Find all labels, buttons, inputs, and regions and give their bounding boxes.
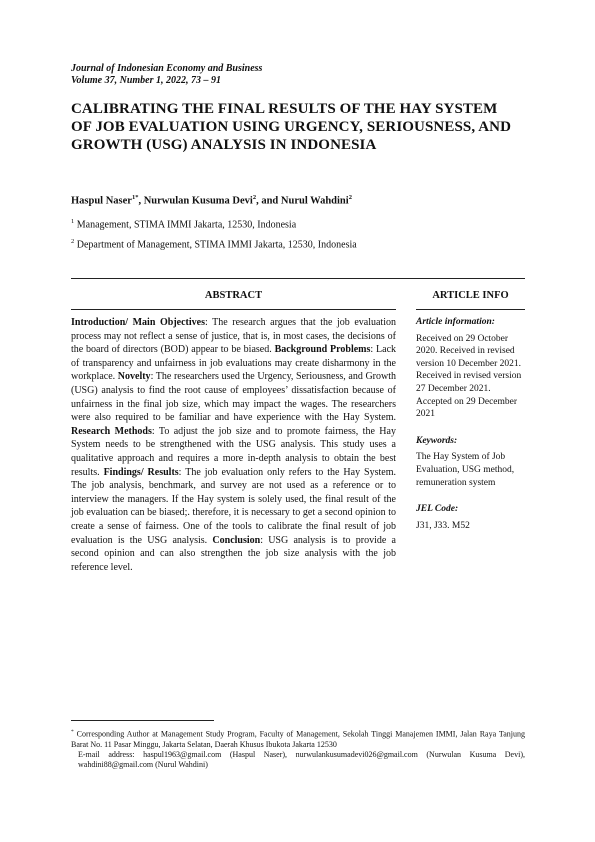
abstract-heading: ABSTRACT (204, 290, 263, 301)
abstract-text-methods: : To adjust the job size and to promote fairness, the Hay System needs to be strengthened with the USG analysis. This study uses a qualitative approach and requires a more in-depth analysis to obtain the best results. (71, 425, 396, 478)
abstract-label-novelty: Novelty (117, 371, 151, 383)
article-info-heading-divider (416, 309, 525, 310)
affiliation (71, 233, 357, 253)
abstract-label-methods: Research Methods (71, 425, 152, 437)
affiliation-text: Management, STIMA IMMI Jakarta, 12530, Indonesia (74, 219, 297, 231)
author-affil-mark: 2 (348, 194, 352, 201)
journal-name: Journal of Indonesian Economy and Business (71, 63, 263, 74)
affiliation-mark: 2 (71, 238, 75, 246)
affiliation-text: Department of Management, STIMA IMMI Jakarta, 12530, Indonesia (74, 239, 357, 251)
abstract-text-intro: : The research argues that the job evaluation process may not reflect a sense of justice, that is, in most cases, the decisions of the board of directors (BOD) appear to be biased. (71, 317, 396, 356)
footnote-address (71, 727, 525, 750)
journal-header (71, 63, 262, 86)
abstract-label-intro: Introduction/ Main Objectives (71, 317, 205, 328)
author-name: Nurwulan Kusuma Devi (143, 195, 253, 207)
footnote-emails: E-mail address: haspul1963@gmail.com (Haspul Naser), nurwulankusumadevi026@gmail.com (Nurwulan Kusuma Devi), wahdini88@gmail.com (Nurul Wahdini) (78, 750, 525, 770)
footnote-mark: * (71, 729, 74, 735)
abstract-text-findings: : The job evaluation only refers to the Hay System. The job analysis, benchmark, and survey are not used as a reference or to interview the managers. If the Hay system is solely used, the final result of the job evaluation can be biased;. therefore, it is necessary to get a second opinion to create a sense of fairness. One of the tools to calibrate the final result of job evaluation is the USG analysis. (71, 466, 397, 546)
author-list (71, 194, 352, 207)
author-separator: , and (256, 195, 281, 207)
corresponding-author-footnote (71, 727, 525, 770)
abstract-text-background: : Lack of transparency and unfairness in job evaluations may create disharmony in the workplace. (71, 344, 397, 383)
article-information-text: Received on 29 October 2020. Received in revised version 10 December 2021. Received in revised version 27 December 2021. Accepted on 29 December 2021 (416, 333, 522, 420)
author-separator: , (138, 195, 144, 207)
author-affil-mark: 1* (131, 194, 139, 201)
abstract-label-background: Background Problems (274, 344, 371, 356)
top-divider (71, 278, 525, 279)
abstract-label-conclusion: Conclusion (212, 534, 261, 546)
affiliation-list (71, 213, 357, 254)
jel-code-text: J31, J33. M52 (416, 520, 470, 531)
paper-title: CALIBRATING THE FINAL RESULTS OF THE HAY SYSTEM OF JOB EVALUATION USING URGENCY, SERIOUSNESS, AND GROWTH (USG) ANALYSIS IN INDONESIA (71, 101, 512, 153)
author-affil-mark: 2 (252, 194, 257, 201)
abstract-text-novelty: : The researchers used the Urgency, Seriousness, and Growth (USG) analysis to find the root cause of employees’ dissatisfaction because of unfairness in the final job size, which may impact the wages. The researchers were also required to be familiar and have experience with the Hay System. (71, 371, 397, 424)
abstract-label-findings: Findings/ Results (103, 466, 179, 478)
footnote-divider (71, 720, 214, 721)
affiliation-mark: 1 (71, 218, 75, 225)
jel-code-label: JEL Code: (416, 504, 459, 515)
footnote-address-text: Corresponding Author at Management Study Program, Faculty of Management, Sekolah Tinggi Manajemen IMMI, Jalan Raya Tanjung Barat No. 11 Pasar Minggu, Jakarta Selatan, Daerah Khusus Ibukota Jakarta 12530 (71, 729, 525, 749)
affiliation (71, 213, 357, 233)
abstract-text-conclusion: : USG analysis is to provide a second opinion and can also strengthen the job size analysis with the job reference level. (71, 534, 397, 573)
keywords-text: The Hay System of Job Evaluation, USG method, remuneration system (416, 452, 515, 488)
journal-volume: Volume 37, Number 1, 2022, 73 – 91 (71, 74, 222, 86)
author-name: Haspul Naser (71, 195, 132, 207)
article-info-panel (416, 316, 525, 532)
article-info-heading: ARTICLE INFO (432, 290, 509, 301)
author-name: Nurul Wahdini (280, 195, 349, 207)
abstract-body (71, 316, 396, 574)
article-information-label: Article information: (416, 317, 495, 327)
abstract-heading-divider (71, 309, 396, 310)
keywords-label: Keywords: (416, 435, 458, 446)
